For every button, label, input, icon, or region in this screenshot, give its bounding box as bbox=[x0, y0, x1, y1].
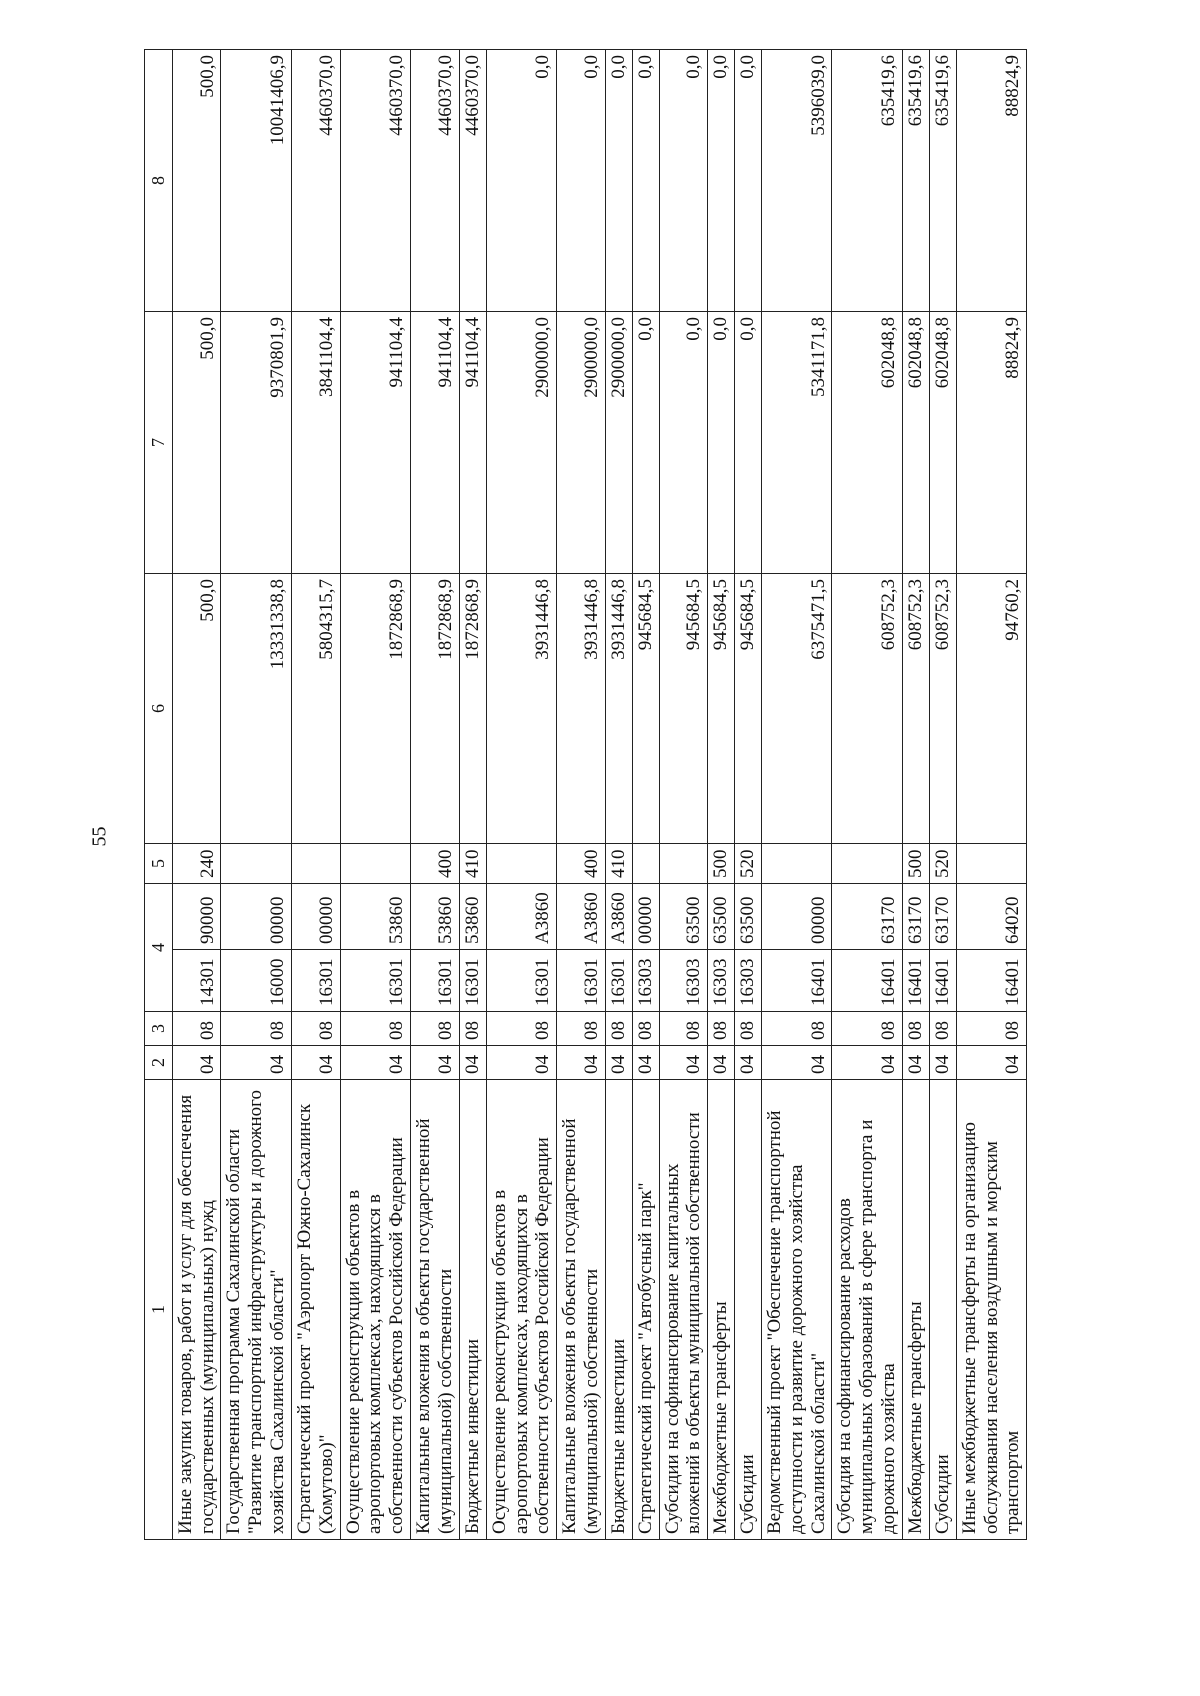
program-code: 16401 bbox=[903, 950, 930, 1012]
amount-year-1: 1872868,9 bbox=[459, 574, 486, 844]
subsection-code: 08 bbox=[557, 1012, 606, 1046]
section-code: 04 bbox=[486, 1046, 557, 1080]
section-code: 04 bbox=[221, 1046, 292, 1080]
subsection-code: 08 bbox=[659, 1012, 708, 1046]
row-name: Осуществление реконструкции объектов в аэропортовых комплексах, находящихся в собственности субъектов Российской Федерации bbox=[340, 1080, 411, 1540]
amount-year-3: 0,0 bbox=[735, 50, 762, 312]
subsection-code: 08 bbox=[832, 1012, 903, 1046]
column-header-5: 5 bbox=[145, 844, 173, 884]
table-row bbox=[459, 50, 486, 1540]
program-code: 16301 bbox=[557, 950, 606, 1012]
program-code: 16000 bbox=[221, 950, 292, 1012]
header-row bbox=[145, 50, 173, 1540]
amount-year-2: 2900000,0 bbox=[486, 312, 557, 574]
program-code: 16303 bbox=[632, 950, 659, 1012]
amount-year-3: 635419,6 bbox=[929, 50, 956, 312]
subsection-code: 08 bbox=[956, 1012, 1027, 1046]
direction-code: 00000 bbox=[632, 884, 659, 950]
expense-type-code bbox=[291, 844, 340, 884]
row-name: Бюджетные инвестиции bbox=[605, 1080, 632, 1540]
amount-year-1: 1872868,9 bbox=[411, 574, 460, 844]
amount-year-1: 608752,3 bbox=[903, 574, 930, 844]
table-row bbox=[291, 50, 340, 1540]
expense-type-code: 520 bbox=[929, 844, 956, 884]
amount-year-1: 13331338,8 bbox=[221, 574, 292, 844]
subsection-code: 08 bbox=[172, 1012, 221, 1046]
program-code: 16301 bbox=[605, 950, 632, 1012]
subsection-code: 08 bbox=[929, 1012, 956, 1046]
amount-year-3: 4460370,0 bbox=[291, 50, 340, 312]
amount-year-2: 88824,9 bbox=[956, 312, 1027, 574]
program-code: 16401 bbox=[832, 950, 903, 1012]
amount-year-1: 94760,2 bbox=[956, 574, 1027, 844]
section-code: 04 bbox=[605, 1046, 632, 1080]
direction-code: 00000 bbox=[291, 884, 340, 950]
amount-year-3: 4460370,0 bbox=[459, 50, 486, 312]
direction-code: 53860 bbox=[340, 884, 411, 950]
program-code: 16303 bbox=[708, 950, 735, 1012]
amount-year-1: 500,0 bbox=[172, 574, 221, 844]
amount-year-3: 0,0 bbox=[557, 50, 606, 312]
row-name: Капитальные вложения в объекты государственной (муниципальной) собственности bbox=[411, 1080, 460, 1540]
program-code: 16301 bbox=[459, 950, 486, 1012]
amount-year-3: 500,0 bbox=[172, 50, 221, 312]
program-code: 14301 bbox=[172, 950, 221, 1012]
section-code: 04 bbox=[956, 1046, 1027, 1080]
amount-year-3: 0,0 bbox=[486, 50, 557, 312]
section-code: 04 bbox=[903, 1046, 930, 1080]
subsection-code: 08 bbox=[411, 1012, 460, 1046]
amount-year-1: 945684,5 bbox=[632, 574, 659, 844]
direction-code: 63500 bbox=[659, 884, 708, 950]
direction-code: 00000 bbox=[221, 884, 292, 950]
row-name: Капитальные вложения в объекты государственной (муниципальной) собственности bbox=[557, 1080, 606, 1540]
expense-type-code bbox=[340, 844, 411, 884]
amount-year-2: 5341171,8 bbox=[761, 312, 832, 574]
subsection-code: 08 bbox=[735, 1012, 762, 1046]
direction-code: 64020 bbox=[956, 884, 1027, 950]
row-name: Иные закупки товаров, работ и услуг для обеспечения государственных (муниципальных) нужд bbox=[172, 1080, 221, 1540]
table-row bbox=[761, 50, 832, 1540]
program-code: 16401 bbox=[929, 950, 956, 1012]
subsection-code: 08 bbox=[340, 1012, 411, 1046]
amount-year-2: 941104,4 bbox=[340, 312, 411, 574]
expense-type-code: 500 bbox=[708, 844, 735, 884]
table-row bbox=[832, 50, 903, 1540]
amount-year-1: 945684,5 bbox=[708, 574, 735, 844]
table-row bbox=[172, 50, 221, 1540]
table-row bbox=[486, 50, 557, 1540]
section-code: 04 bbox=[172, 1046, 221, 1080]
direction-code: 63170 bbox=[929, 884, 956, 950]
amount-year-3: 0,0 bbox=[659, 50, 708, 312]
table-row bbox=[605, 50, 632, 1540]
amount-year-2: 0,0 bbox=[735, 312, 762, 574]
section-code: 04 bbox=[929, 1046, 956, 1080]
row-name: Межбюджетные трансферты bbox=[708, 1080, 735, 1540]
program-code: 16301 bbox=[411, 950, 460, 1012]
column-header-6: 6 bbox=[145, 574, 173, 844]
row-name: Субсидии bbox=[929, 1080, 956, 1540]
table-body bbox=[172, 50, 1027, 1540]
amount-year-2: 0,0 bbox=[659, 312, 708, 574]
column-header-7: 7 bbox=[145, 312, 173, 574]
section-code: 04 bbox=[708, 1046, 735, 1080]
expense-type-code: 400 bbox=[557, 844, 606, 884]
row-name: Стратегический проект "Аэропорт Южно-Сахалинск (Хомутово)" bbox=[291, 1080, 340, 1540]
subsection-code: 08 bbox=[291, 1012, 340, 1046]
section-code: 04 bbox=[459, 1046, 486, 1080]
budget-table bbox=[144, 49, 1027, 1540]
table-row bbox=[659, 50, 708, 1540]
table-row bbox=[956, 50, 1027, 1540]
row-name: Субсидии bbox=[735, 1080, 762, 1540]
amount-year-3: 4460370,0 bbox=[340, 50, 411, 312]
column-header-3: 3 bbox=[145, 1012, 173, 1046]
section-code: 04 bbox=[735, 1046, 762, 1080]
table-row bbox=[221, 50, 292, 1540]
row-name: Ведомственный проект "Обеспечение транспортной доступности и развитие дорожного хозяйства Сахалинской области" bbox=[761, 1080, 832, 1540]
amount-year-1: 3931446,8 bbox=[486, 574, 557, 844]
section-code: 04 bbox=[557, 1046, 606, 1080]
table-row bbox=[708, 50, 735, 1540]
subsection-code: 08 bbox=[605, 1012, 632, 1046]
column-header-4: 4 bbox=[145, 884, 173, 1012]
section-code: 04 bbox=[411, 1046, 460, 1080]
amount-year-2: 602048,8 bbox=[903, 312, 930, 574]
subsection-code: 08 bbox=[903, 1012, 930, 1046]
amount-year-2: 941104,4 bbox=[411, 312, 460, 574]
direction-code: 00000 bbox=[761, 884, 832, 950]
amount-year-1: 1872868,9 bbox=[340, 574, 411, 844]
table-row bbox=[735, 50, 762, 1540]
row-name: Осуществление реконструкции объектов в аэропортовых комплексах, находящихся в собственности субъектов Российской Федерации bbox=[486, 1080, 557, 1540]
program-code: 16401 bbox=[956, 950, 1027, 1012]
section-code: 04 bbox=[659, 1046, 708, 1080]
program-code: 16301 bbox=[340, 950, 411, 1012]
amount-year-2: 0,0 bbox=[632, 312, 659, 574]
program-code: 16401 bbox=[761, 950, 832, 1012]
table-row bbox=[632, 50, 659, 1540]
program-code: 16301 bbox=[291, 950, 340, 1012]
amount-year-2: 9370801,9 bbox=[221, 312, 292, 574]
expense-type-code bbox=[956, 844, 1027, 884]
table-row bbox=[411, 50, 460, 1540]
direction-code: 53860 bbox=[459, 884, 486, 950]
amount-year-1: 3931446,8 bbox=[557, 574, 606, 844]
column-header-2: 2 bbox=[145, 1046, 173, 1080]
subsection-code: 08 bbox=[459, 1012, 486, 1046]
amount-year-3: 10041406,9 bbox=[221, 50, 292, 312]
direction-code: А3860 bbox=[605, 884, 632, 950]
amount-year-2: 500,0 bbox=[172, 312, 221, 574]
direction-code: 53860 bbox=[411, 884, 460, 950]
subsection-code: 08 bbox=[221, 1012, 292, 1046]
amount-year-3: 88824,9 bbox=[956, 50, 1027, 312]
direction-code: А3860 bbox=[557, 884, 606, 950]
amount-year-1: 6375471,5 bbox=[761, 574, 832, 844]
row-name: Стратегический проект "Автобусный парк" bbox=[632, 1080, 659, 1540]
amount-year-3: 0,0 bbox=[708, 50, 735, 312]
amount-year-1: 608752,3 bbox=[929, 574, 956, 844]
section-code: 04 bbox=[291, 1046, 340, 1080]
amount-year-1: 945684,5 bbox=[659, 574, 708, 844]
amount-year-3: 4460370,0 bbox=[411, 50, 460, 312]
expense-type-code: 400 bbox=[411, 844, 460, 884]
subsection-code: 08 bbox=[708, 1012, 735, 1046]
section-code: 04 bbox=[340, 1046, 411, 1080]
program-code: 16301 bbox=[486, 950, 557, 1012]
amount-year-1: 3931446,8 bbox=[605, 574, 632, 844]
expense-type-code bbox=[221, 844, 292, 884]
budget-table-container bbox=[144, 50, 1144, 1540]
amount-year-2: 602048,8 bbox=[832, 312, 903, 574]
subsection-code: 08 bbox=[486, 1012, 557, 1046]
amount-year-2: 3841104,4 bbox=[291, 312, 340, 574]
amount-year-3: 635419,6 bbox=[832, 50, 903, 312]
direction-code: 63500 bbox=[708, 884, 735, 950]
amount-year-1: 5804315,7 bbox=[291, 574, 340, 844]
direction-code: А3860 bbox=[486, 884, 557, 950]
row-name: Бюджетные инвестиции bbox=[459, 1080, 486, 1540]
direction-code: 63500 bbox=[735, 884, 762, 950]
column-header-8: 8 bbox=[145, 50, 173, 312]
table-row bbox=[340, 50, 411, 1540]
expense-type-code: 520 bbox=[735, 844, 762, 884]
program-code: 16303 bbox=[659, 950, 708, 1012]
expense-type-code: 240 bbox=[172, 844, 221, 884]
expense-type-code: 500 bbox=[903, 844, 930, 884]
table-row bbox=[929, 50, 956, 1540]
amount-year-2: 941104,4 bbox=[459, 312, 486, 574]
row-name: Иные межбюджетные трансферты на организацию обслуживания населения воздушным и морским транспортом bbox=[956, 1080, 1027, 1540]
section-code: 04 bbox=[632, 1046, 659, 1080]
amount-year-2: 2900000,0 bbox=[557, 312, 606, 574]
amount-year-3: 0,0 bbox=[605, 50, 632, 312]
table-row bbox=[903, 50, 930, 1540]
amount-year-1: 608752,3 bbox=[832, 574, 903, 844]
program-code: 16303 bbox=[735, 950, 762, 1012]
amount-year-2: 602048,8 bbox=[929, 312, 956, 574]
expense-type-code: 410 bbox=[605, 844, 632, 884]
row-name: Субсидии на софинансирование капитальных вложений в объекты муниципальной собственности bbox=[659, 1080, 708, 1540]
subsection-code: 08 bbox=[632, 1012, 659, 1046]
table-row bbox=[557, 50, 606, 1540]
direction-code: 63170 bbox=[832, 884, 903, 950]
section-code: 04 bbox=[761, 1046, 832, 1080]
expense-type-code bbox=[761, 844, 832, 884]
expense-type-code: 410 bbox=[459, 844, 486, 884]
expense-type-code bbox=[832, 844, 903, 884]
amount-year-1: 945684,5 bbox=[735, 574, 762, 844]
direction-code: 90000 bbox=[172, 884, 221, 950]
section-code: 04 bbox=[832, 1046, 903, 1080]
expense-type-code bbox=[486, 844, 557, 884]
subsection-code: 08 bbox=[761, 1012, 832, 1046]
column-header-1: 1 bbox=[145, 1080, 173, 1540]
amount-year-3: 635419,6 bbox=[903, 50, 930, 312]
expense-type-code bbox=[659, 844, 708, 884]
expense-type-code bbox=[632, 844, 659, 884]
row-name: Государственная программа Сахалинской области "Развитие транспортной инфраструктуры и дорожного хозяйства Сахалинской области" bbox=[221, 1080, 292, 1540]
amount-year-2: 2900000,0 bbox=[605, 312, 632, 574]
direction-code: 63170 bbox=[903, 884, 930, 950]
amount-year-3: 5396039,0 bbox=[761, 50, 832, 312]
page-number: 55 bbox=[88, 826, 111, 847]
row-name: Субсидия на софинансирование расходов муниципальных образований в сфере транспорта и дорожного хозяйства bbox=[832, 1080, 903, 1540]
row-name: Межбюджетные трансферты bbox=[903, 1080, 930, 1540]
amount-year-3: 0,0 bbox=[632, 50, 659, 312]
amount-year-2: 0,0 bbox=[708, 312, 735, 574]
